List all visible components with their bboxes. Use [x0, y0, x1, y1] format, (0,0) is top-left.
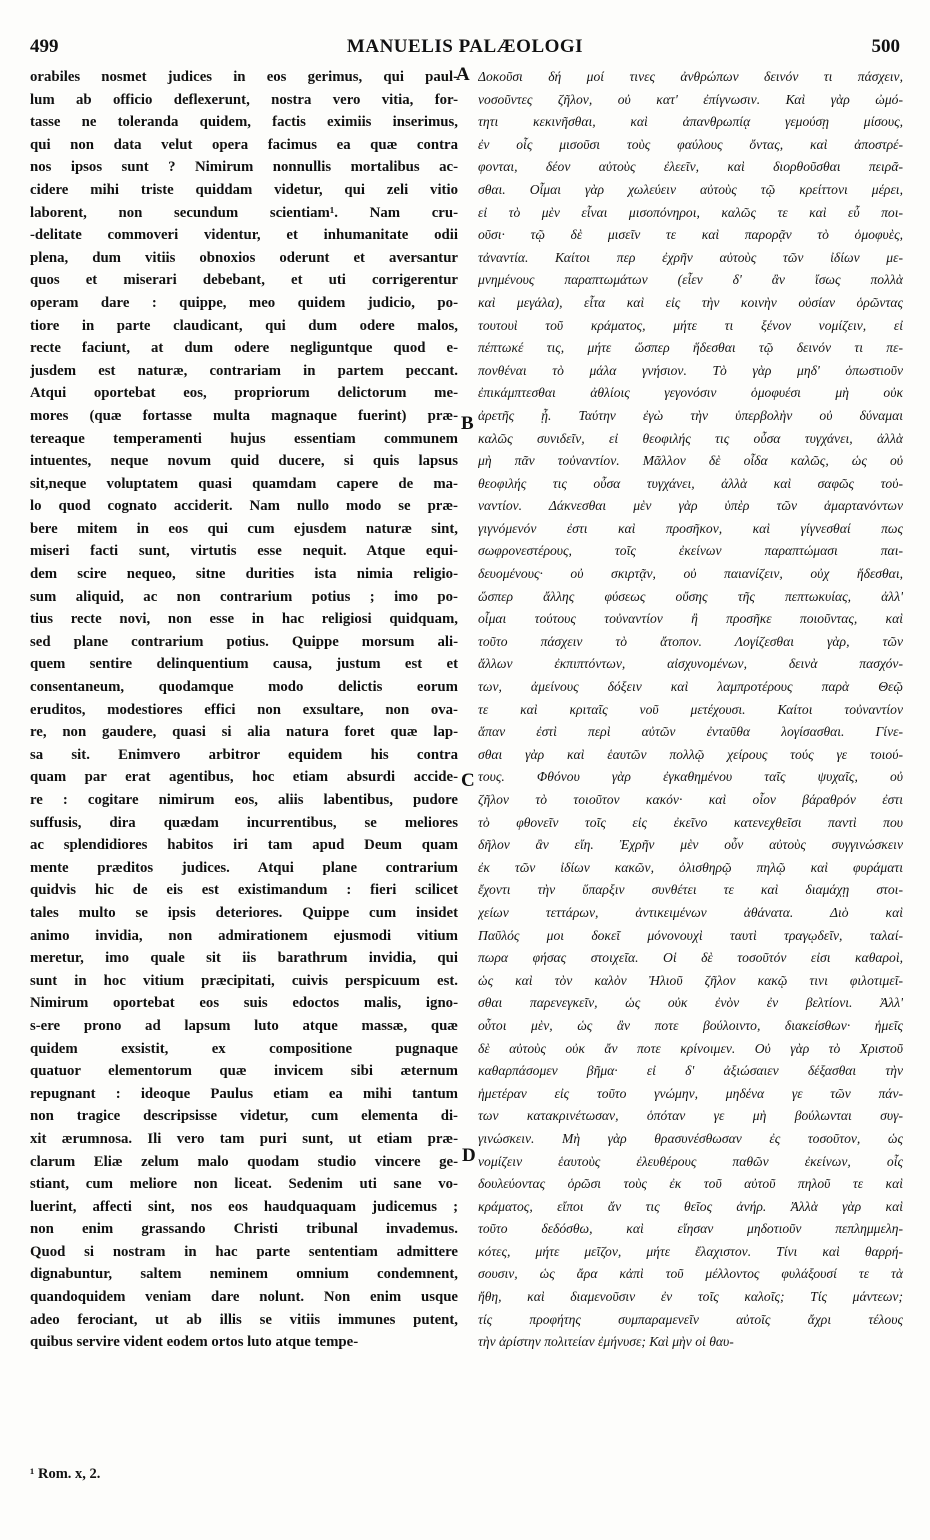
text-line: οὗτοι μὲν, ὡς ἂν ποτε βούλοιντο, διακείσθων· ἡμεῖς [478, 1017, 903, 1033]
text-line: ναντίον. Δάκνεσθαι μὲν γὰρ ὑπὲρ τῶν ἁμαρτανόντων [478, 498, 903, 514]
text-line: των κατακρινέτωσαν, ὁπόταν γε μὴ βούλωνται συγ- [478, 1108, 903, 1124]
text-line: non enim grassando Christi tribunal invademus. [30, 1221, 458, 1238]
text-line: lo quod cognato acciderit. Nam nullo modo se præ- [30, 498, 458, 515]
text-line: sit,neque voluptatem quasi quamdam capere de ma- [30, 475, 458, 492]
text-line: tius recte novi, non esse in hac religiosi quidquam, [30, 611, 458, 628]
text-line: τε καὶ κριταῖς νοῦ μετέχουσι. Καίτοι τοὐναντίον [478, 701, 903, 717]
text-line: πωρα φήσας στοιχεῖα. Οἱ δὲ τοσοῦτόν εἰσι καθαροὶ, [478, 950, 903, 966]
text-line: οῦσι· τῷ δὲ μισεῖν τε καὶ παρορᾷν τὸ ὁμοφυὲς, [478, 227, 903, 243]
text-line: χείων τεττάρων, ἀντικειμένων ἀθάνατα. Διὸ καὶ [478, 904, 903, 920]
text-line: quandoquidem veniam dare nolunt. Non enim usque [30, 1289, 458, 1306]
greek-column [478, 66, 903, 1354]
text-line: σουσιν, ὡς ἄρα κἀπὶ τοῦ μέλλοντος φυλάξουσί τε τὰ [478, 1266, 903, 1282]
text-line: τίς προφήτης συμπαραμενεῖν αὐτοῖς ἄχρι τέλους [478, 1311, 903, 1327]
text-line: re, non gaudere, quasi si alia natura foret quæ lap- [30, 724, 458, 741]
text-line: intuentes, neque novum quid ducere, si quis lapsus [30, 453, 458, 470]
page-header [30, 36, 900, 62]
text-line: plena, dum vitiis obnoxios oderunt et aversantur [30, 249, 458, 266]
text-line: dem scire nequeo, sitne durities ista nimia religio- [30, 566, 458, 583]
text-line: lum ab officio deflexerunt, nostra vero vitia, for- [30, 91, 458, 108]
text-line: Nimirum oportebat eos suis edoctos malis, igno- [30, 995, 458, 1012]
section-marker-d: D [462, 1145, 476, 1166]
text-line: κότες, μήτε μεῖζον, μήτε ἔλαχιστον. Τίνι καὶ θαρρή- [478, 1243, 903, 1259]
text-line: sunt in hoc vitium præcipitati, cuivis perspicuum est. [30, 972, 458, 989]
text-line: νοσοῦντες ζῆλον, οὐ κατ' ἐπίγνωσιν. Καὶ γὰρ ὠμό- [478, 91, 903, 107]
text-line: dignabuntur, saltem neminem omnium condemnent, [30, 1266, 458, 1283]
text-line: orabiles nosmet judices in eos gerimus, qui paul- [30, 69, 458, 85]
text-line: quibus servire vident eodem ortos luto atque tempe- [30, 1334, 359, 1351]
text-line: ζῆλον τὸ τοιοῦτον κακόν· καὶ οἷον βάραθρόν ἐστι [478, 792, 903, 807]
text-line: luerint, affecti sint, nos eos haudquaquam judicemus ; [30, 1198, 458, 1215]
text-line: σθαι. Οἶμαι γὰρ χωλεύειν αὐτοὺς τῷ κρείττονι μέρει, [478, 181, 903, 197]
text-line: quatuor elementorum quæ invicem sibi æternum [30, 1063, 458, 1080]
text-line: mente præditos judices. Atqui plane contrarium [30, 859, 458, 876]
text-line: non tragice descripsisse videtur, cum elementa di- [30, 1108, 458, 1125]
text-line: γιγνόμενόν ἐστι καὶ προσῆκον, καὶ γίγνεσθαί πως [478, 520, 903, 536]
text-line: quidem exsistit, ex compositione pugnaque [30, 1040, 458, 1057]
text-line: κράματος, εἴποι ἄν τις θεῖος ἀνήρ. Ἀλλὰ γὰρ καὶ [478, 1198, 903, 1214]
text-line: πέπτωκέ τις, μήτε ὥσπερ ἥδεσθαι τῷ δεινόν τι πε- [478, 340, 903, 356]
text-line: μὴ πᾶν τοὐναντίον. Μᾶλλον δὲ οἶδα καλῶς, ὡς οὐ [478, 453, 903, 469]
text-line: sed plane contrarium potius. Quippe morsum ali- [30, 633, 458, 650]
text-line: sa sit. Enimvero arbitror equidem his contra [30, 746, 458, 763]
text-line: Παῦλός μοι δοκεῖ μόνονουχὶ ταυτὶ τραγῳδεῖν, ταλαί- [478, 927, 903, 943]
text-line: σθαι γὰρ καὶ ἑαυτῶν πολλῷ χείρους τούς γε τοιού- [478, 746, 903, 762]
text-line: jusdem est naturæ, contrariam in partem peccant. [30, 362, 458, 379]
text-line: τοῦτο πάσχειν τὸ ἄτοπον. Λογίζεσθαι γὰρ, τῶν [478, 633, 903, 649]
text-line: ἅπαν ἐστὶ περὶ αὐτῶν ἐνταῦθα λογίσασθαι. Γίνε- [478, 724, 903, 740]
running-title: MANUELIS PALÆOLOGI [346, 36, 584, 57]
text-line: consentaneum, quodamque modo delictis eorum [30, 679, 458, 696]
text-line: σωφρονεστέρους, τοῖς ἐκείνων παραπτώμασι παι- [478, 543, 903, 559]
text-line: clarum Eliæ zelum malo quodam studio vincere ge- [30, 1153, 458, 1170]
text-line: ἤθη, καὶ διαμενοῦσιν ἐν τοῖς καλοῖς; Τίς μάντεων; [478, 1289, 903, 1305]
text-line: ὥσπερ ἄλλης φύσεως οὔσης τῆς πεπτωκυίας, ἀλλ' [478, 588, 903, 604]
text-line: sum aliquid, ac non contrarium potius ; imo po- [30, 588, 458, 605]
text-line: μνημένους παραπτωμάτων (εἶεν δ' ἂν ἴσως πολλὰ [478, 272, 903, 288]
text-line: miseri facti sunt, virtutis esse nequit. Atque equi- [30, 543, 458, 560]
text-line: φονται, δέον αὐτοὺς ἐλεεῖν, καὶ διορθοῦσθαι πειρᾶ- [478, 159, 903, 175]
text-line: recte faciunt, at dum odere negliguntque quod e- [30, 340, 458, 357]
text-line: τοῦτο δεδόσθω, καὶ εἴησαν μηδοτιοῦν πεπλημμελη- [478, 1221, 903, 1237]
text-line: -delitate commoveri videntur, et inhumanitate odii [30, 227, 458, 244]
text-line: ἀρετῆς ᾖ. Ταύτην ἐγὼ τὴν ὑπερβολὴν οὐ δύναμαι [478, 407, 903, 423]
text-line: mores (quæ fortasse multa magnaque fuerint) præ- [30, 407, 458, 424]
text-line: δῆλον ἂν εἴη. Ἐχρῆν μὲν οὖν αὐτοὺς συγγινώσκειν [478, 837, 903, 853]
text-line: ἐκ τῶν ἰδίων κακῶν, ὀλισθηρῷ πηλῷ καὶ φυράματι [478, 859, 903, 875]
text-line: τἀναντία. Καίτοι περ ἐχρῆν αὐτοὺς τῶν ἰδίων με- [478, 249, 903, 265]
text-line: tiore in parte claudicant, qui dum odere malos, [30, 317, 458, 334]
text-line: tereaque temperamenti hujus essentiam communem [30, 430, 458, 447]
text-line: cidere mihi triste quiddam videtur, qui zeli vitio [30, 181, 458, 198]
text-line: s-ere prono ad lapsum luto atque massæ, quæ [30, 1017, 458, 1034]
text-line: καθαρπάσομεν βῆμα· εἰ δ' ἀξιώσαιεν δέξασθαι τὴν [478, 1063, 903, 1079]
text-line: τὸ φθονεῖν τοῖς εἰς ἐκεῖνο κατενεχθεῖσι παντὶ που [478, 814, 903, 830]
text-line: stiant, cum meliore non liceat. Sedenim uti sane vo- [30, 1176, 458, 1193]
text-line: δουλεύοντας ὁρῶσι τοὺς ἐκ τοῦ αὐτοῦ πηλοῦ τε καὶ [478, 1176, 903, 1192]
text-line: θεοφιλής τις οὖσα τυγχάνει, ἀλλὰ καὶ σαφῶς τοὐ- [478, 475, 903, 491]
text-line: τητι κεκινῆσθαι, καὶ ἀπανθρωπίᾳ γεμούσῃ μίσους, [478, 114, 903, 130]
text-line: τουτουὶ τοῦ κράματος, μήτε τι ξένον νομίζειν, εἰ [478, 317, 903, 333]
text-line: tales multo se ipsis deteriores. Quippe cum insidet [30, 904, 458, 921]
text-line: ἄλλων ἐκπιπτόντων, αἰσχυνομένων, δεινὰ πασχόν- [478, 656, 903, 672]
text-line: δὲ αὐτοὺς οὐκ ἄν ποτε κρίνοιμεν. Οὐ γὰρ τὸ Χριστοῦ [478, 1040, 903, 1056]
text-line: εἰ τὸ μὲν εἶναι μισοπόνηροι, καλῶς τε καὶ εὖ ποι- [478, 204, 903, 220]
section-marker-b: B [461, 413, 474, 434]
text-line: σθαι παρενεγκεῖν, ὡς οὐκ ἐνὸν ἐν βελτίονι. Ἀλλ' [478, 995, 903, 1011]
footnote: ¹ Rom. x, 2. [30, 1466, 101, 1482]
text-line: ὡς καὶ τὸν καλὸν Ἠλιοῦ ζῆλον κακῷ τινι φιλοτιμεῖ- [478, 972, 903, 988]
text-line: meretur, imo quale sit iis barathrum invidia, qui [30, 950, 458, 967]
section-marker-c: C [461, 770, 475, 791]
text-line: quos et miserari debebant, et uti corrigerentur [30, 272, 458, 289]
text-line: Δοκοῦσι δή μοί τινες ἀνθρώπων δεινόν τι πάσχειν, [478, 69, 903, 84]
text-line: ἐν οἷς μισοῦσι τοὺς φαύλους ὄντας, καὶ ἀποστρέ- [478, 136, 903, 152]
text-line: καὶ μεγάλα), εἶτα καὶ εἰς τὴν κοινὴν οὐσίαν ὁρῶντας [478, 294, 903, 310]
text-line: animo invidia, non admirationem ejusmodi vitium [30, 927, 458, 944]
text-line: quam par erat agentibus, hoc etiam absurdi accide- [30, 769, 458, 786]
text-line: suffusis, dira quædam incurrentibus, se meliores [30, 814, 458, 831]
section-marker-a: A [456, 64, 470, 85]
text-line: laborent, non secundum scientiam¹. Nam cru- [30, 204, 458, 221]
text-line: καλῶς συνιδεῖν, εἰ θεοφιλής τις οὖσα τυγχάνει, ἀλλὰ [478, 430, 903, 446]
text-line: νομίζειν ἑαυτοὺς ἐλευθέρους παθῶν ἐκείνων, οἷς [478, 1153, 903, 1169]
text-line: operam dare : quippe, meo quidem judicio, po- [30, 294, 458, 311]
page-number-right: 500 [871, 36, 900, 57]
text-line: ἐπικάμπτεσθαι ἀθλίοις γεγονόσιν ὁμοφυέσι μὴ οὐκ [478, 385, 903, 401]
text-line: γινώσκειν. Μὴ γὰρ θρασυνέσθωσαν ἐς τοσοῦτον, ὡς [478, 1130, 903, 1146]
text-line: bere mitem in eos qui cum ejusdem naturæ sint, [30, 520, 458, 537]
page-number-left: 499 [30, 36, 59, 57]
text-line: nos ipsos sunt ? Nimirum nonnullis mortalibus ac- [30, 159, 458, 176]
text-line: πονθέναι τὸ μάλα γνήσιον. Τὸ γὰρ μηδ' ὁπωστιοῦν [478, 362, 903, 378]
text-line: qui non data velut opera facimus ea quæ contra [30, 136, 458, 153]
text-line: quidvis hic de eis est existimandum : fieri scilicet [30, 882, 458, 899]
text-line: τὴν ἀρίστην πολιτείαν ἐμήνυσε; Καὶ μὴν οἱ θαυ- [478, 1334, 734, 1350]
text-line: τους. Φθόνου γὰρ ἐγκαθημένου ταῖς ψυχαῖς, οὐ [478, 769, 903, 785]
text-line: ἡμετέραν εἰς τοῦτο γνώμην, μηδένα γε τῶν πάν- [478, 1085, 903, 1101]
text-line: δευομένους· οὐ σκιρτᾷν, οὐ παιανίζειν, οὐχ ἥδεσθαι, [478, 566, 903, 582]
text-line: quem sentire delinquentium causa, justum est et [30, 656, 458, 673]
text-line: repugnant : ideoque Paulus etiam ea mihi tantum [30, 1085, 458, 1102]
text-line: Atqui oportebat eos, propriorum delictorum me- [30, 385, 458, 402]
latin-column [30, 66, 458, 1354]
text-line: re : cogitare nimirum eos, aliis labentibus, pudore [30, 792, 458, 808]
text-line: ἔχοντι τὴν ὕπαρξιν συνθέτει τε καὶ διαμάχῃ στοι- [478, 882, 903, 898]
text-line: eruditos, modestiores effici non exsultare, non ova- [30, 701, 458, 718]
text-line: των, ἀμείνους δόξειν καὶ λαμπροτέρους παρὰ Θεῷ [478, 679, 903, 695]
text-line: ac splendidiores habitos iri tam apud Deum quam [30, 837, 458, 854]
text-line: οἶμαι τούτους τοὐναντίον ἢ προσῆκε ποιοῦντας, καὶ [478, 611, 903, 627]
text-line: adeo ferociant, ut ab illis se vitiis immunes putent, [30, 1311, 458, 1328]
text-line: tasse ne toleranda quidem, factis eximiis inserimus, [30, 114, 458, 131]
text-line: Quod si nostram in hac parte sententiam admittere [30, 1243, 458, 1260]
text-line: xit ærumnosa. Ili vero tam puri sunt, ut etiam præ- [30, 1130, 458, 1147]
